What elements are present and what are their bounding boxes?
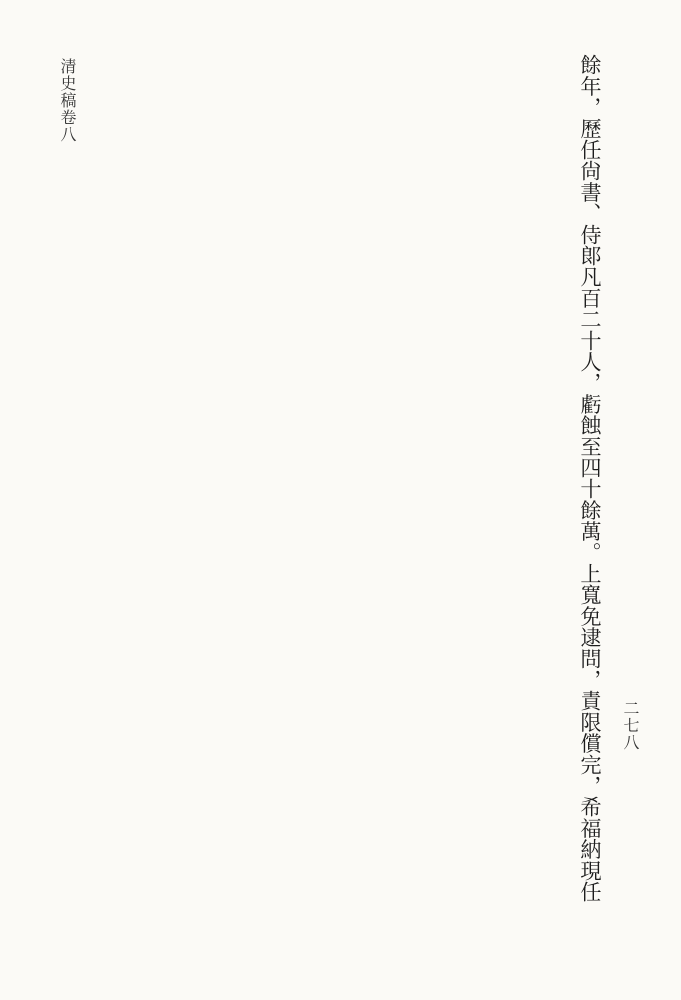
page-number: 二七八 [621, 700, 640, 751]
body-text [0, 54, 608, 959]
running-title: 清史稿卷八 [58, 58, 77, 143]
text-column: 餘年，歷任尙書、侍郞凡百二十人，虧蝕至四十餘萬。上寬免逮問，責限償完，希福納現任 [578, 54, 603, 902]
